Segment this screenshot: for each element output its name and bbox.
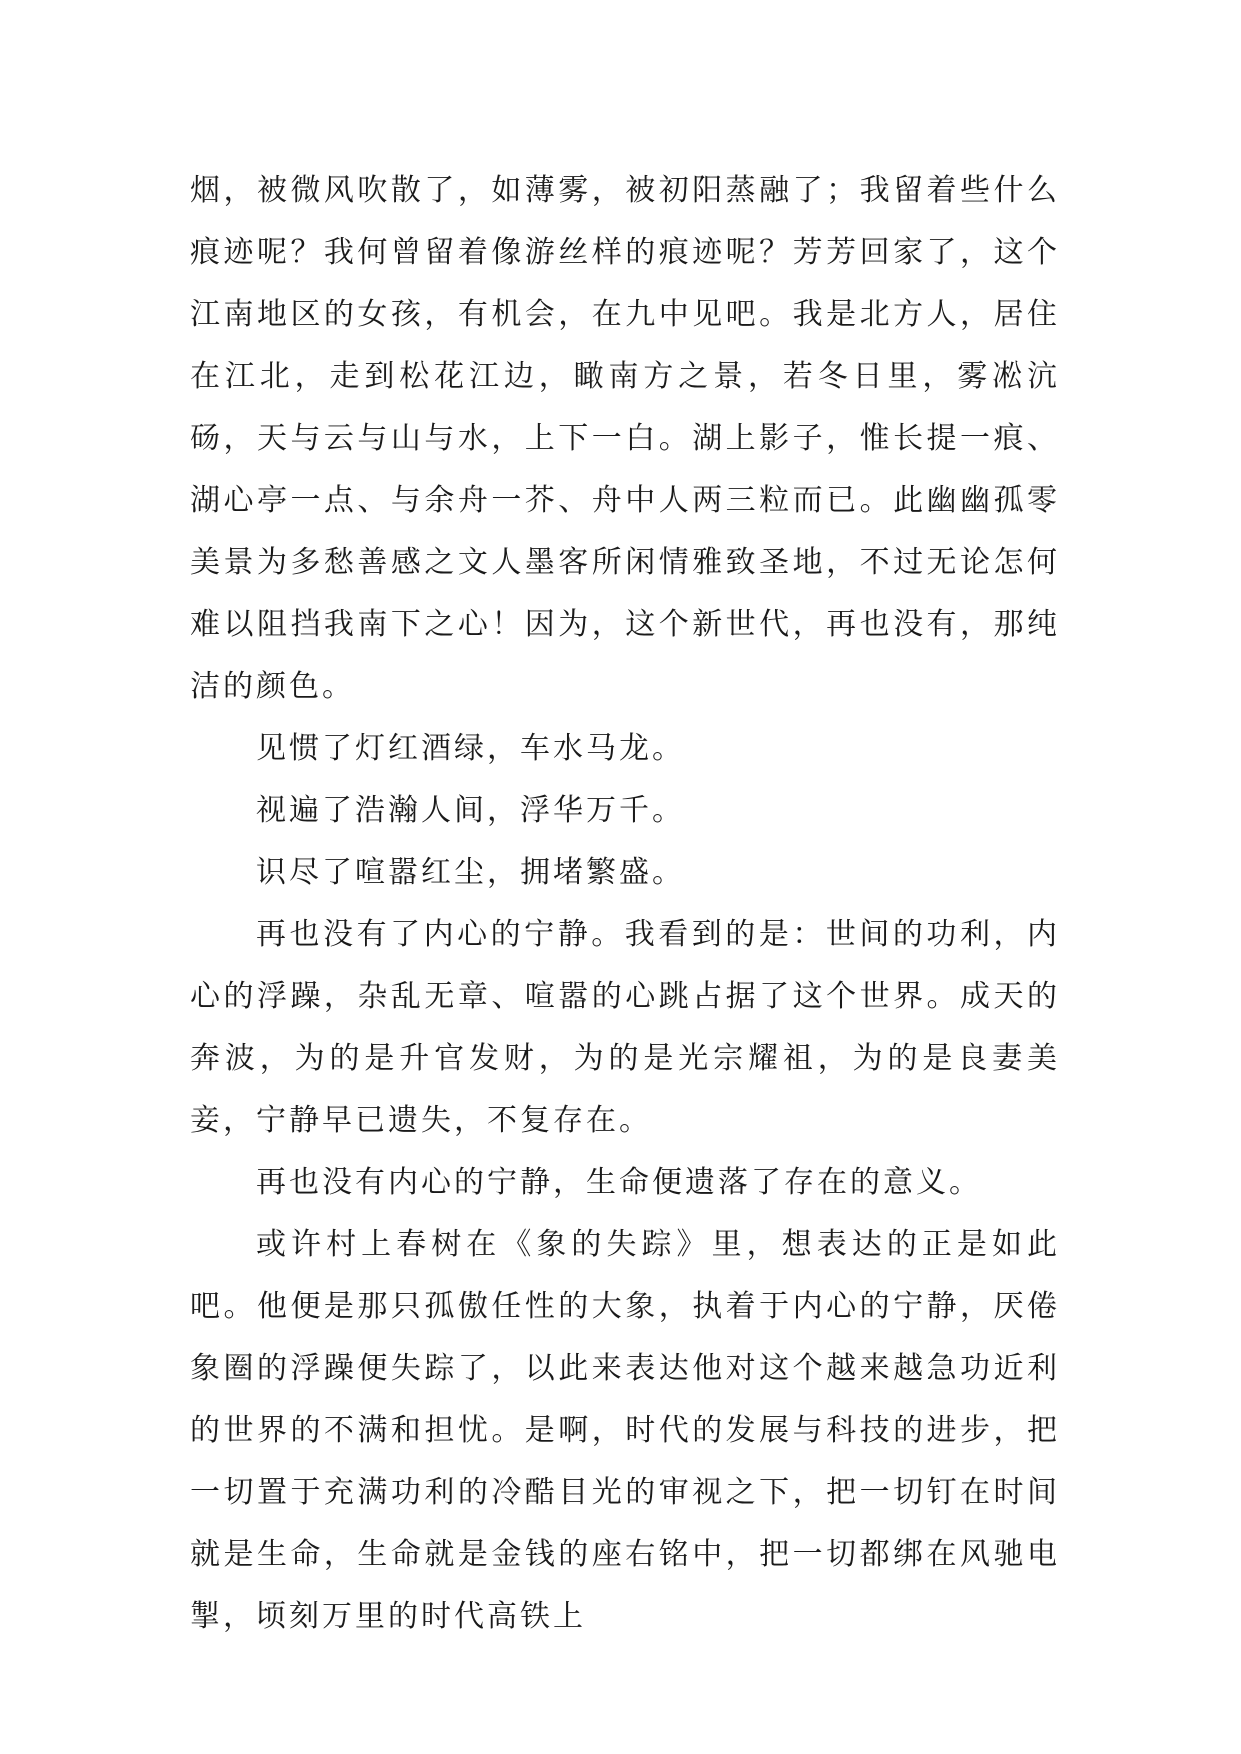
paragraph-3: 视遍了浩瀚人间，浮华万千。	[256, 793, 685, 828]
paragraph-5: 再也没有了内心的宁静。我看到的是：世间的功利，内心的浮躁，杂乱无章、喧嚣的心跳占据了这个世界。成天的奔波，为的是升官发财，为的是光宗耀祖，为的是良妻美妾，宁静早已遗失，不复存在。	[190, 917, 1060, 1138]
paragraph-4: 识尽了喧嚣红尘，拥堵繁盛。	[256, 855, 685, 890]
paragraph-1: 烟，被微风吹散了，如薄雾，被初阳蒸融了；我留着些什么痕迹呢？我何曾留着像游丝样的痕迹呢？芳芳回家了，这个江南地区的女孩，有机会，在九中见吧。我是北方人，居住在江北，走到松花江边，瞰南方之景，若冬日里，雾凇沆砀，天与云与山与水，上下一白。湖上影子，惟长提一痕、湖心亭一点、与余舟一芥、舟中人两三粒而已。此幽幽孤零美景为多愁善感之文人墨客所闲情雅致圣地，不过无论怎何难以阻挡我南下之心！因为，这个新世代，再也没有，那纯洁的颜色。	[190, 173, 1060, 704]
body-text	[190, 160, 1060, 1648]
paragraph-7: 或许村上春树在《象的失踪》里，想表达的正是如此吧。他便是那只孤傲任性的大象，执着于内心的宁静，厌倦象圈的浮躁便失踪了，以此来表达他对这个越来越急功近利的世界的不满和担忧。是啊，时代的发展与科技的进步，把一切置于充满功利的冷酷目光的审视之下，把一切钉在时间就是生命，生命就是金钱的座右铭中，把一切都绑在风驰电掣，顷刻万里的时代高铁上	[190, 1227, 1060, 1634]
paragraph-2: 见惯了灯红酒绿，车水马龙。	[256, 731, 685, 766]
paragraph-6: 再也没有内心的宁静，生命便遗落了存在的意义。	[256, 1165, 982, 1200]
